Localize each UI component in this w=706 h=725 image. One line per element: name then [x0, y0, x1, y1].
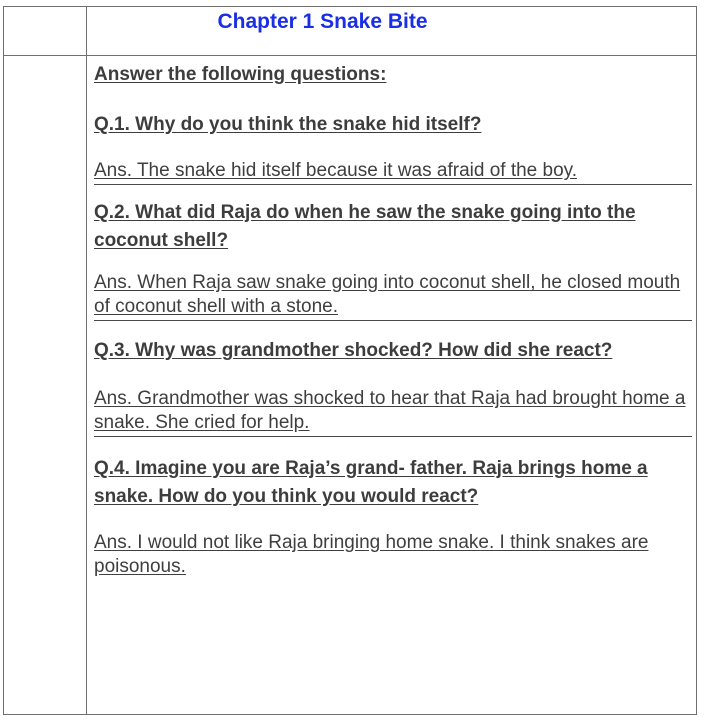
column-divider [86, 7, 87, 714]
qa-item-2 [94, 199, 692, 321]
answer-text: Ans. The snake hid itself because it was afraid of the boy. [94, 159, 692, 185]
question-text: Q.3. Why was grandmother shocked? How did she react? [94, 340, 613, 361]
page-title: Chapter 1 Snake Bite [217, 10, 428, 33]
qa-item-3 [94, 337, 692, 437]
header-row-divider [4, 55, 696, 56]
worksheet-table [3, 6, 697, 715]
question-text: Q.2. What did Raja do when he saw the snake going into the coconut shell? [94, 202, 636, 251]
questions-section [94, 61, 692, 580]
answer-text: Ans. When Raja saw snake going into coconut shell, he closed mouth of coconut shell with a stone. [94, 271, 692, 321]
answer-text: Ans. Grandmother was shocked to hear that Raja had brought home a snake. She cried for help. [94, 387, 692, 437]
qa-item-1 [94, 111, 692, 185]
question-text: Q.1. Why do you think the snake hid itself? [94, 114, 482, 135]
answer-text: Ans. I would not like Raja bringing home snake. I think snakes are poisonous. [94, 532, 649, 577]
qa-item-4 [94, 455, 692, 580]
section-heading: Answer the following questions: [94, 64, 387, 85]
question-text: Q.4. Imagine you are Raja’s grand- father. Raja brings home a snake. How do you think you would react? [94, 458, 648, 507]
